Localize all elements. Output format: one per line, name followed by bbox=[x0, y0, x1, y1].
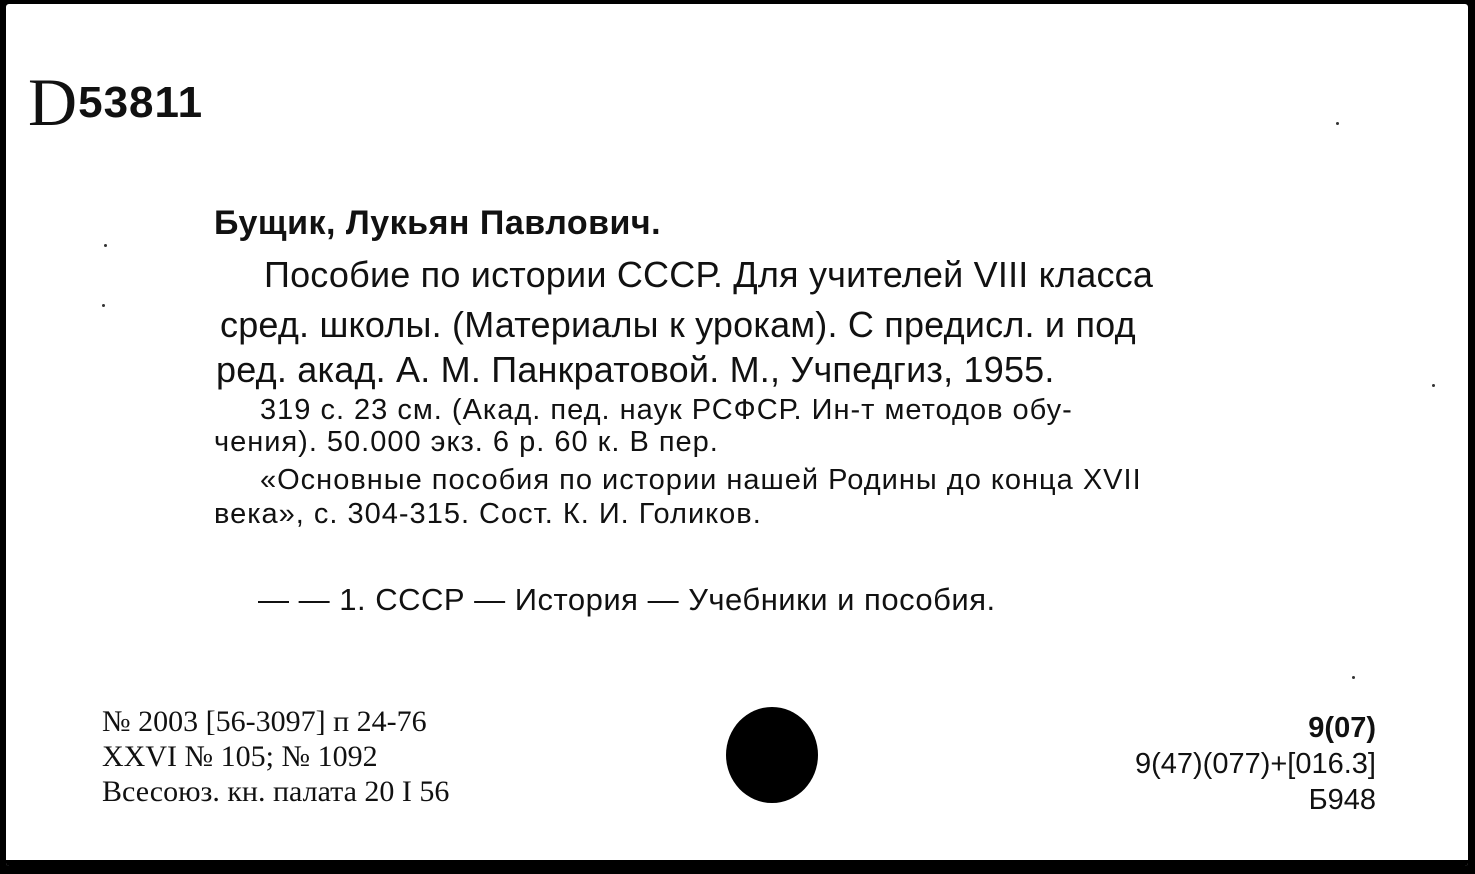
registry-line: XXVI № 105; № 1092 bbox=[102, 740, 378, 773]
registry-line: Всесоюз. кн. палата 20 I 56 bbox=[102, 775, 450, 808]
classification-primary: 9(07) bbox=[1308, 712, 1376, 744]
note-line: века», с. 304-315. Сост. К. И. Голиков. bbox=[214, 498, 762, 530]
call-number bbox=[28, 62, 203, 143]
classification-secondary: 9(47)(077)+[016.3] bbox=[1134, 748, 1376, 780]
author-mark: Б948 bbox=[1308, 784, 1376, 816]
title-line: ред. акад. А. М. Панкратовой. М., Учпедгиз, 1955. bbox=[216, 349, 1055, 390]
classification-block bbox=[1135, 710, 1376, 818]
call-number-letter: D bbox=[28, 64, 79, 140]
speck-mark bbox=[1336, 122, 1339, 125]
note-line: «Основные пособия по истории нашей Родины до конца XVII bbox=[260, 464, 1142, 496]
speck-mark bbox=[1352, 676, 1355, 679]
speck-mark bbox=[104, 244, 107, 247]
collation-line: чения). 50.000 экз. 6 р. 60 к. В пер. bbox=[214, 426, 719, 458]
registry-block bbox=[102, 704, 449, 809]
call-number-digits: 53811 bbox=[78, 78, 204, 127]
subject-heading: — — 1. СССР — История — Учебники и пособия. bbox=[258, 582, 996, 617]
catalog-card bbox=[6, 4, 1468, 866]
title-line: Пособие по истории СССР. Для учителей VIII класса bbox=[264, 254, 1154, 295]
title-line: сред. школы. (Материалы к урокам). С предисл. и под bbox=[220, 304, 1136, 345]
card-edge-shadow bbox=[6, 860, 1468, 866]
registry-line: № 2003 [56-3097] п 24-76 bbox=[102, 705, 427, 738]
punch-hole bbox=[726, 707, 818, 803]
speck-mark bbox=[102, 304, 105, 307]
speck-mark bbox=[1432, 384, 1435, 387]
author-heading: Бущик, Лукьян Павлович. bbox=[214, 204, 662, 242]
collation-line: 319 с. 23 см. (Акад. пед. наук РСФСР. Ин-т методов обу- bbox=[260, 394, 1073, 426]
